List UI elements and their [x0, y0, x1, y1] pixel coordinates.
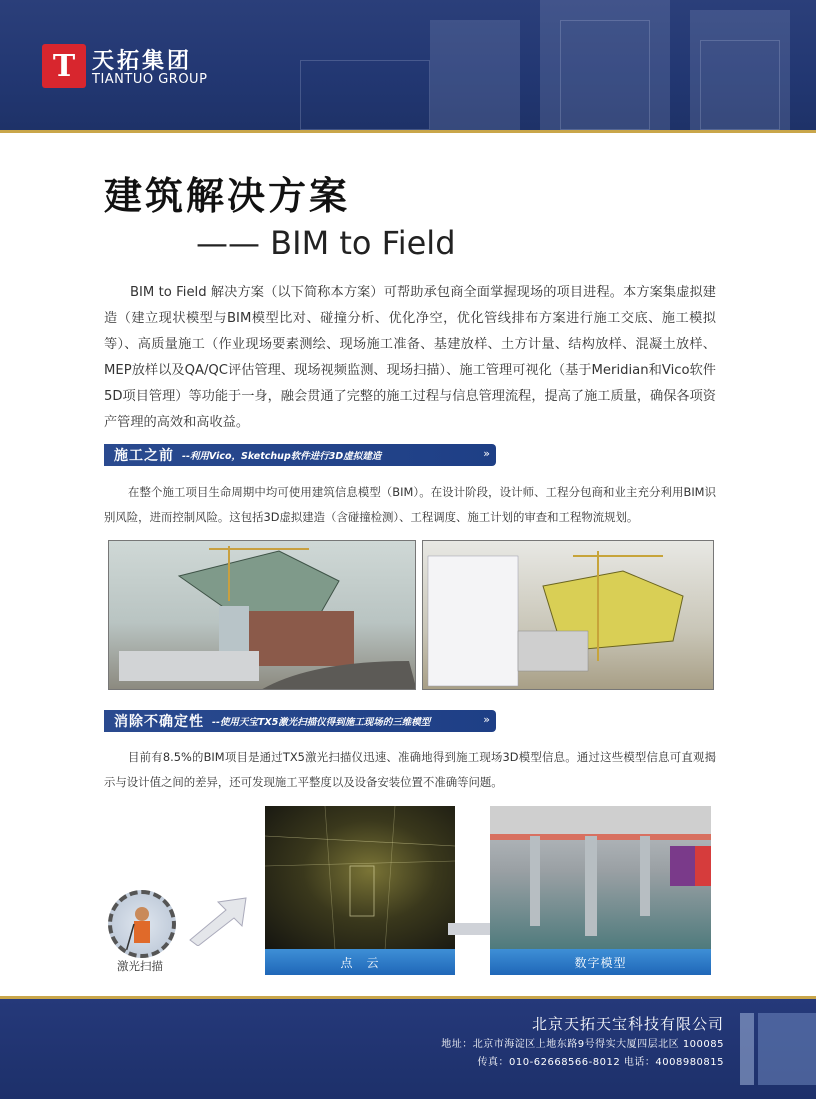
logo-text-cn: 天拓集团	[92, 48, 193, 74]
page-title: 建筑解决方案	[104, 173, 351, 218]
intro-paragraph: BIM to Field 解决方案（以下简称本方案）可帮助承包商全面掌握现场的项目进程。本方案集虚拟建造（建立现状模型与BIM模型比对、碰撞分析、优化净空，优化管线排布方案进行施工交底、施工模拟等）、高质量施工（作业现场要素测绘、现场施工准备、基建放样、土方计量、结构放样、混凝土放样、MEP放样以及QA/QC评估管理、现场视频监测、现场扫描）、施工管理可视化（基于Meridian和Vico软件5D项目管理）等功能于一身，融会贯通了完整的施工过程与信息管理流程，提高了施工质量，确保各项资产管理的高效和高收益。	[104, 285, 716, 430]
point-cloud-image	[265, 806, 455, 950]
chevron-right-icon: »	[483, 713, 490, 726]
section-title: 施工之前	[114, 448, 174, 464]
building-silhouette	[430, 20, 520, 130]
scaffold-grid	[560, 20, 650, 130]
page-subtitle: —— BIM to Field	[196, 224, 456, 262]
company-contact: 传真：010-62668566-8012 电话：4008980815	[477, 1057, 724, 1068]
header-divider	[0, 130, 816, 133]
decorative-block	[758, 1013, 816, 1085]
site-model-illustration	[423, 541, 714, 690]
logo-icon: T	[42, 44, 86, 88]
section-title: 消除不确定性	[114, 714, 204, 730]
point-cloud-illustration	[265, 806, 455, 950]
section1-paragraph: 在整个施工项目生命周期中均可使用建筑信息模型（BIM）。在设计阶段，设计师、工程分包商和业主充分利用BIM识别风险，进而控制风险。这包括3D虚拟建造（含碰撞检测）、工程调度、施工计划的审查和工程物流规划。	[104, 485, 716, 524]
chevron-right-icon: »	[483, 447, 490, 460]
digital-model-illustration	[490, 806, 711, 950]
digital-model-image	[490, 806, 711, 950]
scaffold-grid	[700, 40, 780, 130]
laser-scan-photo	[108, 890, 176, 958]
section-header-before-construction	[104, 444, 496, 466]
section2-paragraph: 目前有8.5%的BIM项目是通过TX5激光扫描仪迅速、准确地得到施工现场3D模型信息。通过这些模型信息可直观揭示与设计值之间的差异，还可发现施工平整度以及设备安装位置不准确等问题。	[104, 750, 716, 789]
point-cloud-caption: 点 云	[265, 949, 455, 975]
decorative-block	[740, 1013, 754, 1085]
logo-text-en: TIANTUO GROUP	[92, 72, 208, 87]
site-planning-model-image	[422, 540, 714, 690]
section-subtitle: --利用Vico，Sketchup软件进行3D虚拟建造	[182, 451, 382, 462]
section-header-eliminate-uncertainty	[104, 710, 496, 732]
surveyor-illustration	[112, 894, 172, 954]
arrow-right-icon	[188, 896, 248, 946]
company-address: 地址：北京市海淀区上地东路9号得实大厦四层北区 100085	[441, 1039, 724, 1050]
section-subtitle: --使用天宝TX5激光扫描仪得到施工现场的三维模型	[212, 717, 431, 728]
laser-scan-label: 激光扫描	[117, 959, 163, 973]
building-model-illustration	[109, 541, 416, 690]
company-name: 北京天拓天宝科技有限公司	[531, 1015, 724, 1033]
digital-model-caption: 数字模型	[490, 949, 711, 975]
footer	[0, 999, 816, 1099]
scaffold-grid	[300, 60, 430, 130]
virtual-building-model-image	[108, 540, 416, 690]
